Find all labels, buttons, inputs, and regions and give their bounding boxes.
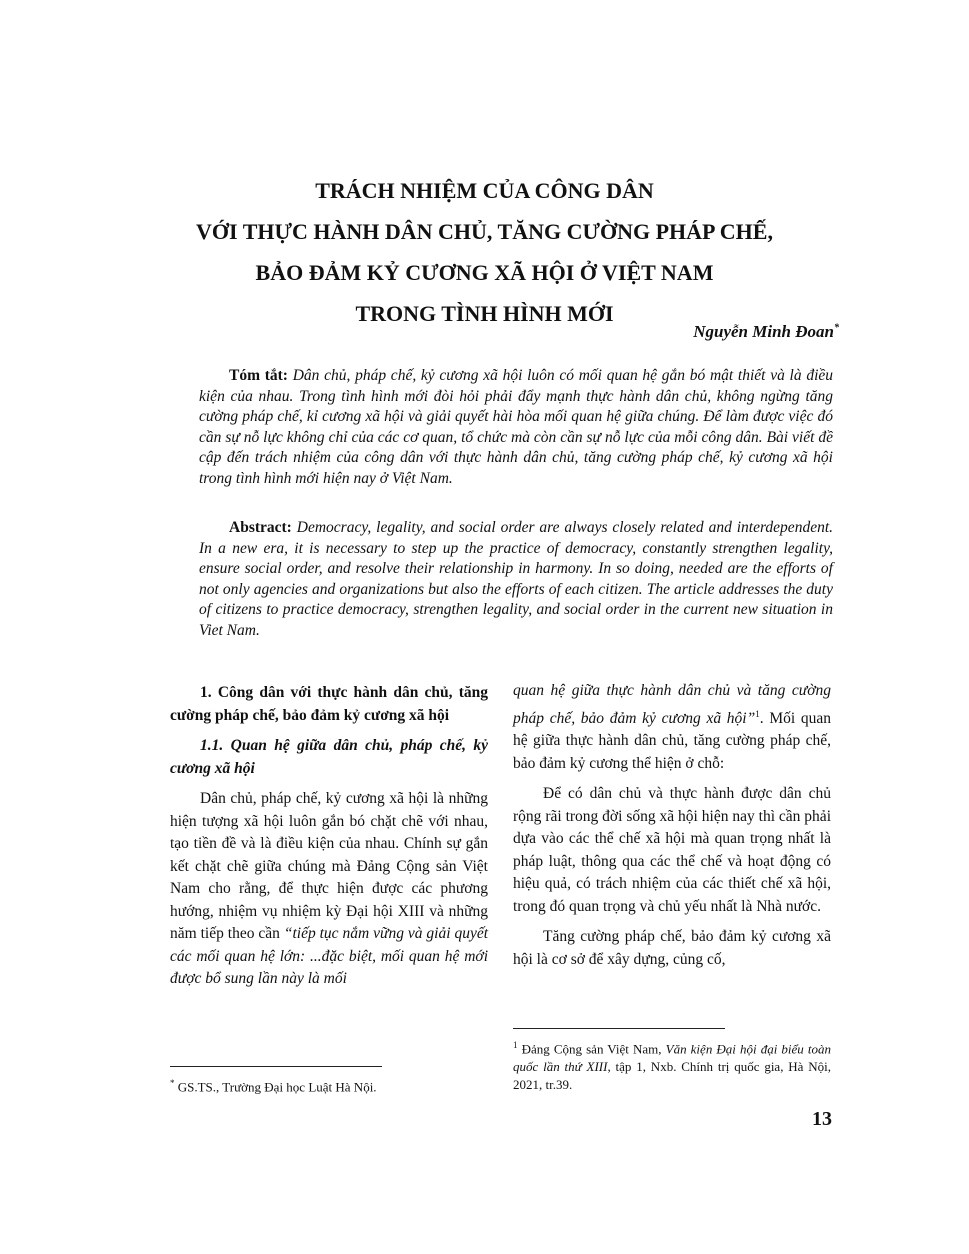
title-line-1: TRÁCH NHIỆM CỦA CÔNG DÂN: [315, 178, 654, 203]
quotation-text: “tiếp tục nắm vững và giải quyết các mối quan hệ lớn: ...đặc biệt, mối quan hệ mới được bổ sung lần này là mối: [170, 925, 489, 987]
footnote-divider-left: [170, 1066, 382, 1067]
abstract-en-label: Abstract:: [229, 519, 292, 536]
title-line-3: BẢO ĐẢM KỶ CƯƠNG XÃ HỘI Ở VIỆT NAM: [255, 260, 714, 285]
footnote-ref-1: 1: [755, 708, 760, 719]
body-column-left: [170, 682, 488, 999]
paragraph-text: . Mối quan hệ giữa thực hành dân chủ, tăng cường pháp chế, bảo đảm kỷ cương thể hiện ở chỗ:: [513, 709, 832, 772]
author-name: Nguyễn Minh Đoan: [693, 322, 834, 341]
abstract-vn-text: Dân chủ, pháp chế, kỷ cương xã hội luôn có mối quan hệ gắn bó mật thiết và là điều kiện của nhau. Trong tình hình mới đòi hỏi phải đẩy mạnh thực hành dân chủ, không ngừng tăng cường pháp chế, kỉ cương xã hội và giải quyết hài hòa mối quan hệ giữa chúng. Để làm được việc đó cần sự nỗ lực không chỉ của các cơ quan, tổ chức mà còn cần sự nỗ lực của mỗi công dân. Bài viết đề cập đến trách nhiệm của công dân với thực hành dân chủ, tăng cường pháp chế, kỷ cương xã hội trong tình hình mới hiện nay ở Việt Nam.: [199, 367, 834, 487]
abstract-en-text: Democracy, legality, and social order are always closely related and interdependent. In a new era, it is necessary to step up the practice of democracy, constantly strengthen legality, ensure social order, and resolve their relationship in harmony. In so doing, needed are the efforts of not only agencies and organizations but also the efforts of each citizen. The article addresses the duty of citizens to practice democracy, strengthen legality, and social order in the current new situation in Viet Nam.: [199, 519, 834, 639]
footnote-divider-right: [513, 1028, 725, 1029]
title-line-4: TRONG TÌNH HÌNH MỚI: [355, 301, 614, 326]
footnote-mark: 1: [513, 1040, 518, 1050]
footnote-text: Đảng Cộng sản Việt Nam,: [517, 1041, 666, 1057]
footnote-author: [170, 1074, 488, 1096]
quotation-continued: quan hệ giữa thực hành dân chủ và tăng cường pháp chế, bảo đảm kỷ cương xã hội”: [513, 682, 831, 727]
footnote-source-title: Văn kiện Đại hội đại biểu toàn quốc lần thứ XIII: [513, 1041, 832, 1075]
body-paragraph-1-continued: [513, 680, 831, 775]
body-column-right: [513, 680, 831, 979]
subsection-heading: 1.1. Quan hệ giữa dân chủ, pháp chế, kỷ cương xã hội: [170, 737, 488, 777]
footnote-1: [513, 1036, 831, 1094]
body-paragraph-3: Tăng cường pháp chế, bảo đảm kỷ cương xã hội là cơ sở để xây dựng, củng cố,: [513, 928, 831, 968]
footnote-text-end: , tập 1, Nxb. Chính trị quốc gia, Hà Nội, 2021, tr.39.: [513, 1059, 831, 1093]
author-byline: [693, 322, 839, 342]
body-paragraph-2: Để có dân chủ và thực hành được dân chủ rộng rãi trong đời sống xã hội hiện nay thì cần phải dựa vào các thể chế xã hội mà quan trọng nhất là pháp luật, thông qua các thể chế và hoạt động có hiệu quả, có trách nhiệm của các thiết chế xã hội, trong đó quan trọng và chủ yếu nhất là Nhà nước.: [513, 785, 831, 915]
author-footnote-mark: *: [834, 322, 839, 334]
article-title: [150, 170, 819, 334]
abstract-vietnamese: [199, 366, 833, 490]
abstract-english: [199, 518, 833, 642]
paragraph-text: Dân chủ, pháp chế, kỷ cương xã hội là những hiện tượng xã hội luôn gắn bó chặt chẽ với nhau, tạo tiền đề và là điều kiện của nhau. Chính sự gắn kết chặt chẽ giữa chúng mà Đảng Cộng sản Việt Nam cho rằng, để thực hiện được các phương hướng, nhiệm vụ nhiệm kỳ Đại hội XIII và những năm tiếp theo cần: [170, 790, 488, 942]
footnote-text: GS.TS., Trường Đại học Luật Hà Nội.: [174, 1079, 377, 1095]
section-heading: 1. Công dân với thực hành dân chủ, tăng cường pháp chế, bảo đảm kỷ cương xã hội: [170, 684, 488, 724]
footnote-mark: *: [170, 1078, 175, 1088]
body-paragraph-1: [170, 788, 488, 991]
page-number: 13: [812, 1108, 832, 1130]
title-line-2: VỚI THỰC HÀNH DÂN CHỦ, TĂNG CƯỜNG PHÁP CHẾ,: [196, 219, 773, 244]
abstract-vn-label: Tóm tắt:: [229, 367, 288, 384]
